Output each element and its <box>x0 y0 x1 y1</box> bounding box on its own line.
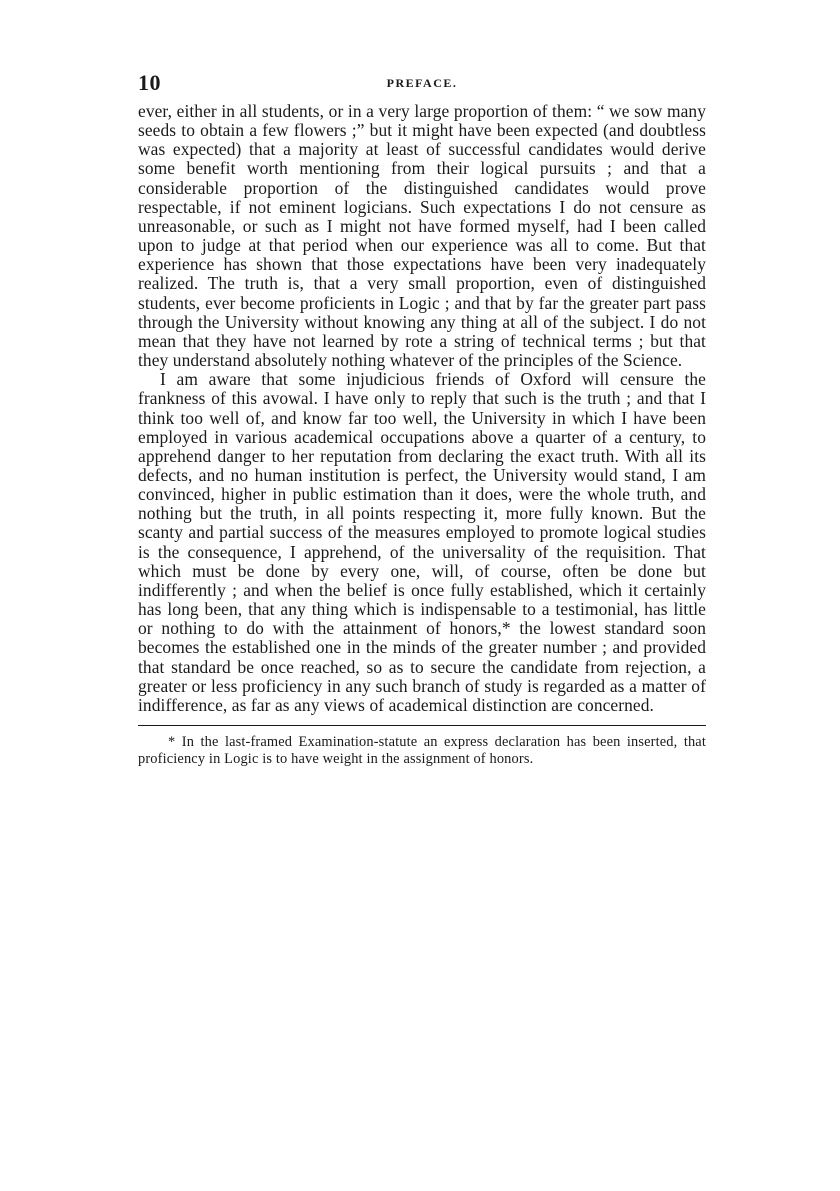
running-title: PREFACE. <box>386 76 458 90</box>
footnote-divider <box>138 725 706 726</box>
body-text <box>138 102 706 715</box>
footnote: * In the last-framed Examination-statute an express declaration has been inserted, that proficiency in Logic is to have weight in the assignment of honors. <box>138 734 706 767</box>
page-number: 10 <box>138 70 161 95</box>
book-page <box>138 70 706 782</box>
paragraph-2: I am aware that some injudicious friends of Oxford will censure the frankness of this avowal. I have only to reply that such is the truth ; and that I think too well of, and know far too well, the University in which I have been employed in various academical occupations above a quarter of a century, to apprehend danger to her reputation from declaring the exact truth. With all its defects, and no human institution is perfect, the University would stand, I am convinced, higher in public estimation than it does, were the whole truth, and nothing but the truth, in all points respecting it, more fully known. But the scanty and partial success of the measures employed to promote logical studies is the consequence, I apprehend, of the universality of the requisition. That which must be done by every one, will, of course, often be done but indifferently ; and when the belief is once fully established, which it certainly has long been, that any thing which is indispensable to a testimonial, has little or nothing to do with the attainment of honors,* the lowest standard soon becomes the established one in the minds of the greater number ; and provided that standard be once reached, so as to secure the candidate from rejection, a greater or less proficiency in any such branch of study is regarded as a matter of indifference, as far as any views of academical distinction are concerned. <box>138 369 706 715</box>
running-head <box>138 70 706 96</box>
paragraph-1: ever, either in all students, or in a very large proportion of them: “ we sow many seeds to obtain a few flowers ;” but it might have been expected (and doubtless was expected) that a majority at least of successful candidates would derive some benefit worth mentioning from their logical pursuits ; and that a considerable proportion of the distinguished candidates would prove respectable, if not eminent logicians. Such expectations I do not censure as unreasonable, or such as I might not have formed myself, had I been called upon to judge at that period when our experience was all to come. But that experience has shown that those expectations have been very inadequately realized. The truth is, that a very small proportion, even of distinguished students, ever become proficients in Logic ; and that by far the greater part pass through the University without knowing any thing at all of the subject. I do not mean that they have not learned by rote a string of technical terms ; but that they understand absolutely nothing whatever of the principles of the Science. <box>138 101 706 371</box>
